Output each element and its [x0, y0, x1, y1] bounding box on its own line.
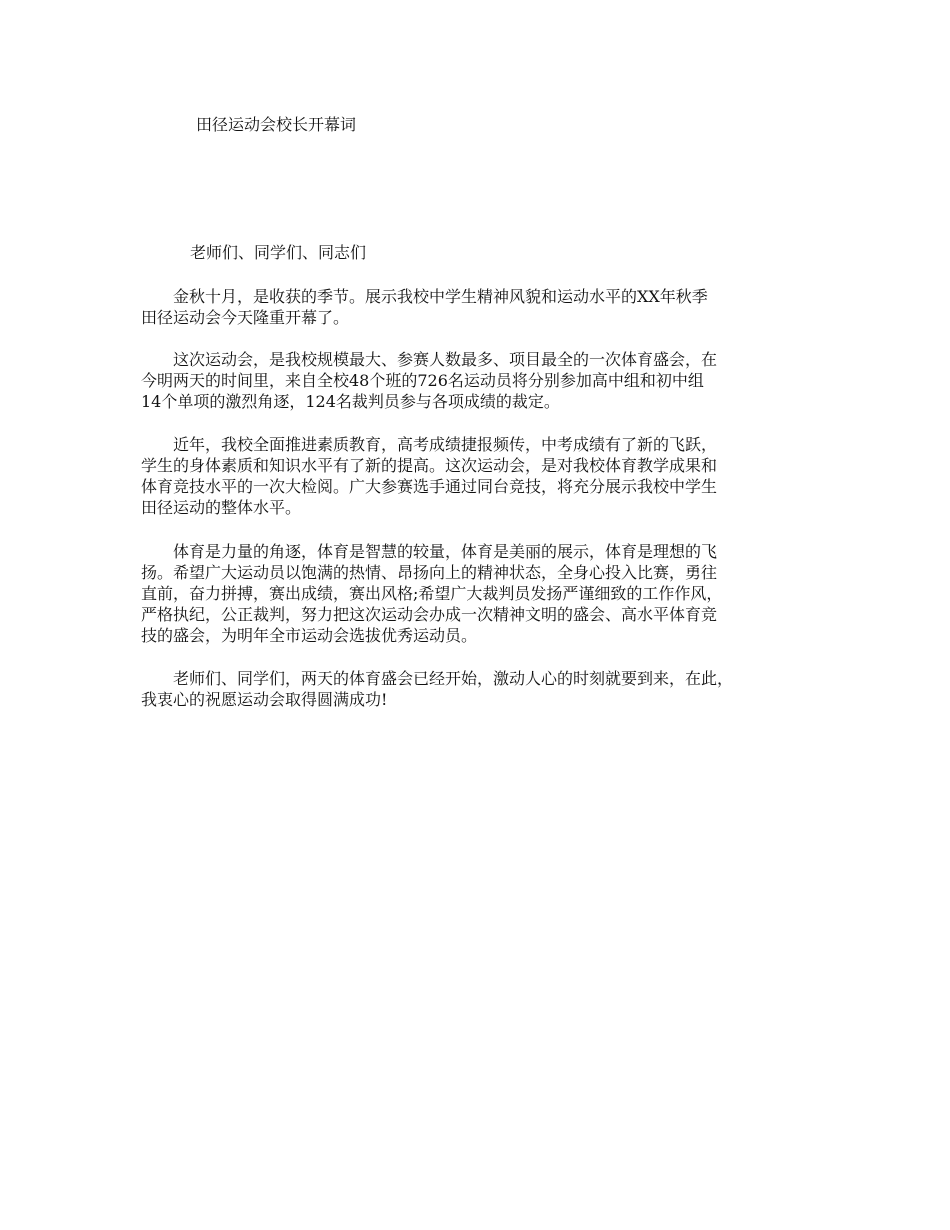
paragraph-line: 学生的身体素质和知识水平有了新的提高。这次运动会，是对我校体育教学成果和: [141, 456, 718, 475]
paragraph-line: 老师们、同学们，两天的体育盛会已经开始，激动人心的时刻就要到来，在此，: [141, 669, 734, 688]
paragraph-4: [141, 541, 831, 646]
paragraph-line: 田径运动的整体水平。: [141, 498, 302, 517]
paragraph-line: 田径运动会今天隆重开幕了。: [141, 308, 350, 327]
paragraph-line: 严格执纪，公正裁判，努力把这次运动会办成一次精神文明的盛会、高水平体育竞: [141, 605, 718, 624]
paragraph-line: 技的盛会，为明年全市运动会选拔优秀运动员。: [141, 626, 478, 645]
paragraph-line: 14个单项的激烈角逐，124名裁判员参与各项成绩的裁定。: [141, 392, 560, 411]
paragraph-line: 体育竞技水平的一次大检阅。广大参赛选手通过同台竞技，将充分展示我校中学生: [141, 477, 718, 496]
paragraph-5: [141, 668, 831, 710]
paragraph-line: 近年，我校全面推进素质教育，高考成绩捷报频传，中考成绩有了新的飞跃，: [141, 435, 718, 454]
paragraph-line: 扬。希望广大运动员以饱满的热情、昂扬向上的精神状态，全身心投入比赛，勇往: [141, 563, 718, 582]
paragraph-3: [141, 434, 831, 518]
paragraph-line: 直前，奋力拼搏，赛出成绩，赛出风格;希望广大裁判员发扬严谨细致的工作作风，: [141, 584, 723, 603]
paragraph-line: 金秋十月，是收获的季节。展示我校中学生精神风貌和运动水平的XX年秋季: [141, 287, 708, 306]
salutation: 老师们、同学们、同志们: [190, 243, 367, 262]
paragraph-line: 今明两天的时间里，来自全校48个班的726名运动员将分别参加高中组和初中组: [141, 371, 704, 390]
paragraph-line: 体育是力量的角逐，体育是智慧的较量，体育是美丽的展示，体育是理想的飞: [141, 542, 718, 561]
paragraph-line: 这次运动会，是我校规模最大、参赛人数最多、项目最全的一次体育盛会，在: [141, 350, 718, 369]
paragraph-2: [141, 349, 831, 412]
document-title: 田径运动会校长开幕词: [196, 115, 357, 134]
paragraph-1: [141, 286, 831, 328]
paragraph-line: 我衷心的祝愿运动会取得圆满成功!: [141, 690, 388, 709]
